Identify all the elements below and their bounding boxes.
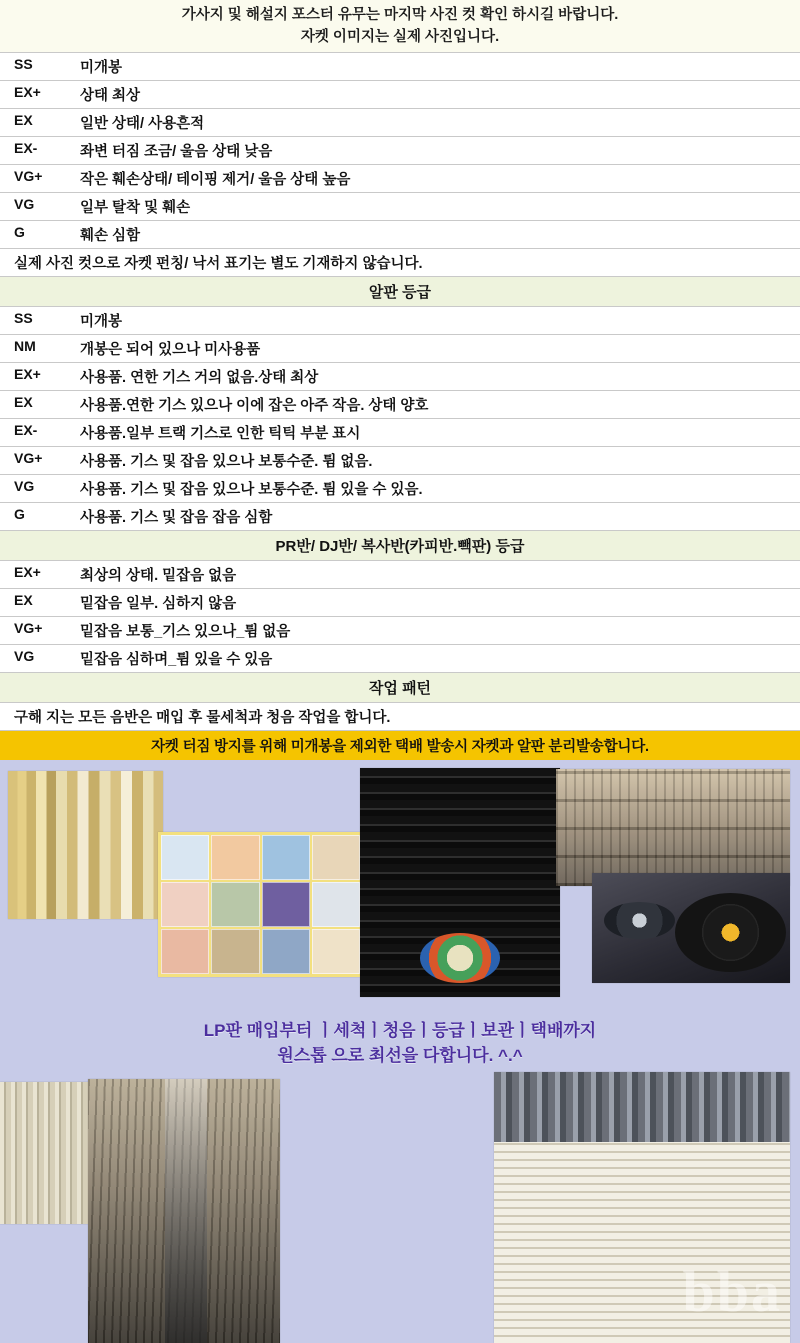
table-row (0, 561, 800, 589)
grade-code: VG (14, 477, 35, 494)
table-row (0, 193, 800, 221)
collage-tagline-line-2: 원스톱 으로 최선을 다합니다. ^.^ (277, 1046, 523, 1066)
table-row (0, 419, 800, 447)
grade-desc: 밑잡음 일부. 심하지 않음 (80, 595, 237, 612)
table-row (0, 645, 800, 673)
photo-storage-aisle (88, 1079, 280, 1343)
grade-desc: 개봉은 되어 있으나 미사용품 (80, 341, 261, 358)
table-row (0, 137, 800, 165)
grade-code: EX (14, 111, 33, 128)
grade-code: EX (14, 393, 33, 410)
grade-code: G (14, 223, 25, 240)
shop-shelves-photo (556, 769, 790, 886)
table-row (0, 503, 800, 531)
collage-tagline (0, 1018, 800, 1069)
record-crates-photo (8, 771, 163, 919)
photo-vinyl-stack (360, 768, 560, 997)
grade-code: VG+ (14, 449, 43, 466)
section-header-pr: PR반/ DJ반/ 복사반(카피반.빽판) 등급 (0, 531, 800, 561)
table-row (0, 165, 800, 193)
top-notice-line-1: 가사지 및 해설지 포스터 유무는 마지막 사진 컷 확인 하시길 바랍니다. (181, 7, 619, 23)
photo-album-covers-grid (158, 832, 363, 977)
grade-code: SS (14, 309, 33, 326)
grade-code: NM (14, 337, 36, 354)
table-row (0, 363, 800, 391)
grade-desc: 사용품. 기스 및 잡음 있으나 보통수준. 튐 없음. (80, 453, 373, 470)
top-notice-line-2: 자켓 이미지는 실제 사진입니다. (300, 29, 500, 46)
storage-aisle-photo (88, 1079, 280, 1343)
grade-desc: 일반 상태/ 사용흔적 (80, 115, 205, 132)
grade-desc: 사용품. 연한 기스 거의 없음.상태 최상 (80, 369, 319, 386)
grade-code: EX+ (14, 365, 41, 382)
section-header-work: 작업 패턴 (0, 673, 800, 703)
work-text: 구해 지는 모든 음반은 매입 후 물세척과 청음 작업을 합니다. (0, 703, 800, 731)
grade-desc: 훼손 심함 (80, 227, 141, 244)
grade-code: VG+ (14, 619, 43, 636)
jacket-footnote: 실제 사진 컷으로 자켓 펀칭/ 낙서 표기는 별도 기재하지 않습니다. (0, 249, 800, 277)
table-row (0, 391, 800, 419)
grade-code: EX+ (14, 563, 41, 580)
table-row (0, 617, 800, 645)
table-row (0, 475, 800, 503)
grade-desc: 밑잡음 심하며_튐 있을 수 있음 (80, 651, 273, 668)
grade-desc: 사용품.연한 기스 있으나 이에 잡은 아주 작음. 상태 양호 (80, 397, 429, 414)
album-covers-photo (158, 832, 363, 977)
photo-record-crates-yellow (8, 771, 163, 919)
storage-shelf-photo (0, 1082, 96, 1224)
table-row (0, 53, 800, 81)
grade-desc: 최상의 상태. 밑잡음 없음 (80, 567, 237, 584)
grade-desc: 좌변 터짐 조금/ 울음 상태 낮음 (80, 143, 273, 160)
grade-code: G (14, 505, 25, 522)
shipping-banner: 자켓 터짐 방지를 위해 미개봉을 제외한 택배 발송시 자켓과 알판 분리발송합니다. (0, 731, 800, 760)
grade-desc: 작은 훼손상태/ 테이핑 제거/ 울음 상태 높음 (80, 171, 351, 188)
table-row (0, 589, 800, 617)
top-notice (0, 0, 800, 53)
vinyl-stack-photo (360, 768, 560, 997)
grade-code: EX- (14, 421, 38, 438)
table-row (0, 335, 800, 363)
table-row (0, 81, 800, 109)
grade-code: EX+ (14, 83, 41, 100)
grade-desc: 사용품. 기스 및 잡음 잡음 심함 (80, 509, 273, 526)
table-row (0, 447, 800, 475)
grade-code: VG (14, 195, 35, 212)
table-row (0, 307, 800, 335)
grade-desc: 일부 탈착 및 훼손 (80, 199, 191, 216)
watermark: bba (682, 1258, 782, 1324)
photo-shop-shelves (556, 769, 790, 886)
grade-code: VG+ (14, 167, 43, 184)
table-row (0, 109, 800, 137)
collage-tagline-line-1: LP판 매입부터 ㅣ세척ㅣ청음ㅣ등급ㅣ보관ㅣ택배까지 (203, 1020, 597, 1040)
grade-desc: 미개봉 (80, 59, 123, 76)
section-header-vinyl: 알판 등급 (0, 277, 800, 307)
grade-desc: 밑잡음 보통_기스 있으나_튐 없음 (80, 623, 291, 640)
grade-code: EX- (14, 139, 38, 156)
grade-desc: 사용품. 기스 및 잡음 있으나 보통수준. 튐 있을 수 있음. (80, 481, 423, 498)
grade-code: VG (14, 647, 35, 664)
photo-storage-shelf-left (0, 1082, 96, 1224)
photo-collage (0, 760, 800, 1343)
grade-code: EX (14, 591, 33, 608)
turntable-photo (592, 873, 790, 983)
photo-turntable (592, 873, 790, 983)
grade-code: SS (14, 55, 33, 72)
grade-desc: 상태 최상 (80, 87, 141, 104)
grade-desc: 사용품.일부 트랙 기스로 인한 틱틱 부분 표시 (80, 425, 361, 442)
grade-desc: 미개봉 (80, 313, 123, 330)
table-row (0, 221, 800, 249)
